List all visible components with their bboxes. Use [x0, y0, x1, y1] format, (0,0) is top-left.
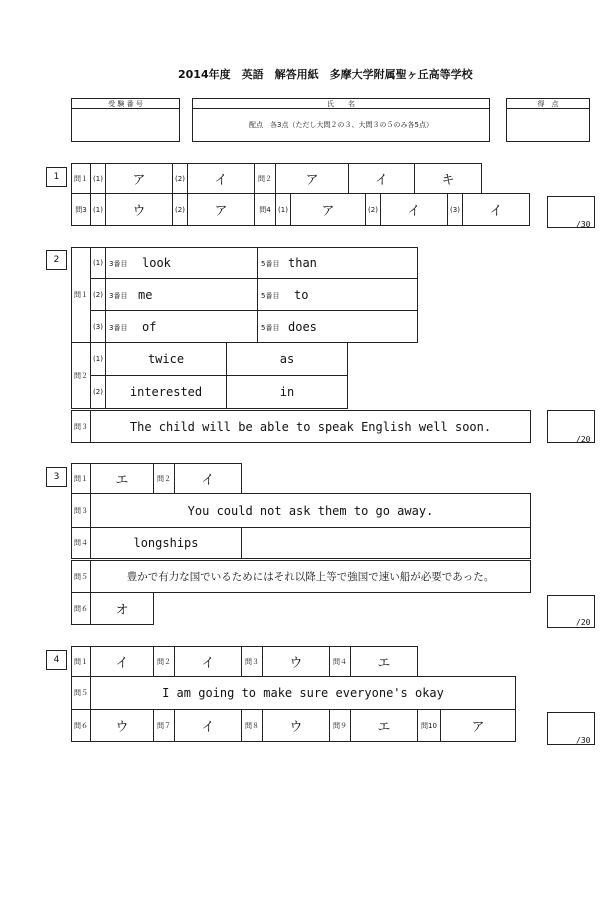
s4-q3-label: 問３ — [241, 646, 263, 677]
s3-q6-label: 問６ — [71, 592, 91, 625]
s1-q4-p3: (3) — [447, 193, 463, 226]
s4-q9-label: 問９ — [329, 709, 351, 742]
s2-q2-p2: (2) — [90, 375, 106, 409]
s4-q9-answer[interactable]: エ — [350, 709, 418, 742]
third-word-label: 3番目 — [109, 260, 128, 268]
s2-q1-1-third[interactable] — [105, 247, 258, 279]
s1-q2-answer-3[interactable]: キ — [414, 163, 482, 194]
s2-q1-3-fifth-answer: does — [288, 320, 317, 334]
s2-q1-2-third[interactable] — [105, 278, 258, 311]
s2-q1-3-third-answer: of — [142, 320, 157, 334]
s4-q10-answer[interactable]: ア — [440, 709, 516, 742]
s2-q1-3-fifth[interactable] — [257, 310, 418, 343]
s4-q4-label: 問４ — [329, 646, 351, 677]
s1-q1-label: 問１ — [71, 163, 91, 194]
s4-q2-answer[interactable]: イ — [174, 646, 242, 677]
fifth-word-label: 5番目 — [261, 260, 280, 268]
s2-score-max: /20 — [576, 435, 591, 444]
s1-q1-p1: (1) — [90, 163, 106, 194]
s2-q3-label: 問３ — [71, 410, 91, 443]
s4-q1-label: 問１ — [71, 646, 91, 677]
s1-q4-answer-2[interactable]: イ — [380, 193, 448, 226]
s1-q4-answer-3[interactable]: イ — [462, 193, 530, 226]
s3-q3-answer[interactable]: You could not ask them to go away. — [90, 493, 531, 528]
section-3-number: 3 — [46, 467, 67, 487]
s3-q4-answer[interactable]: longships — [90, 527, 242, 559]
s2-q2-2-word-1[interactable]: interested — [105, 375, 227, 409]
s2-q2-label: 問２ — [71, 342, 91, 409]
s3-q1-label: 問１ — [71, 463, 91, 494]
s3-q4-blank[interactable] — [241, 527, 531, 559]
s2-q1-1-fifth[interactable] — [257, 247, 418, 279]
name-box[interactable] — [192, 98, 490, 142]
s4-q4-answer[interactable]: エ — [350, 646, 418, 677]
s1-q3-answer-1[interactable]: ウ — [105, 193, 173, 226]
s1-q1-answer-2[interactable]: イ — [187, 163, 255, 194]
s4-q10-label: 問10 — [417, 709, 441, 742]
s1-score-max: /30 — [576, 220, 591, 229]
s4-q7-answer[interactable]: イ — [174, 709, 242, 742]
exam-number-box[interactable] — [71, 98, 180, 142]
s2-q2-2-word-2[interactable]: in — [226, 375, 348, 409]
s1-q3-label: 問3 — [71, 193, 91, 226]
s2-q3-answer[interactable]: The child will be able to speak English well soon. — [90, 410, 531, 443]
section-1-number: 1 — [46, 167, 67, 187]
s1-q4-p1: (1) — [275, 193, 291, 226]
s2-q1-label: 問１ — [71, 247, 91, 343]
s2-q1-3-third[interactable] — [105, 310, 258, 343]
s2-q2-1-word-1[interactable]: twice — [105, 342, 227, 376]
s3-q5-label: 問５ — [71, 560, 91, 593]
s4-q8-label: 問８ — [241, 709, 263, 742]
s3-q3-label: 問３ — [71, 493, 91, 528]
third-word-label: 3番目 — [109, 324, 128, 332]
s2-q1-2-fifth-answer: to — [294, 288, 309, 302]
s3-q4-label: 問４ — [71, 527, 91, 559]
s3-q2-answer[interactable]: イ — [174, 463, 242, 494]
s4-score-max: /30 — [576, 736, 591, 745]
s2-q1-p3: (3) — [90, 310, 106, 343]
s2-q1-2-fifth[interactable] — [257, 278, 418, 311]
s4-q8-answer[interactable]: ウ — [262, 709, 330, 742]
s1-q3-p1: (1) — [90, 193, 106, 226]
section-4-number: 4 — [46, 650, 67, 670]
s2-q1-2-third-answer: me — [138, 288, 153, 302]
s2-q1-p2: (2) — [90, 278, 106, 311]
s2-q2-1-word-2[interactable]: as — [226, 342, 348, 376]
s1-q3-answer-2[interactable]: ア — [187, 193, 255, 226]
points-note: 配点 各3点（ただし大問２の３、大問３の５のみ各5点） — [249, 121, 433, 129]
s1-q1-p2: (2) — [172, 163, 188, 194]
s3-score-max: /20 — [576, 618, 591, 627]
s3-q6-answer[interactable]: オ — [90, 592, 154, 625]
s4-q6-answer[interactable]: ウ — [90, 709, 154, 742]
s1-q4-label: 問4 — [254, 193, 276, 226]
s1-q1-answer-1[interactable]: ア — [105, 163, 173, 194]
s1-q2-answer-1[interactable]: ア — [275, 163, 349, 194]
s1-q2-label: 問２ — [254, 163, 276, 194]
s3-q1-answer[interactable]: エ — [90, 463, 154, 494]
total-score-label: 得 点 — [507, 99, 589, 109]
s1-q4-answer-1[interactable]: ア — [290, 193, 366, 226]
s1-q3-p2: (2) — [172, 193, 188, 226]
s2-q1-p1: (1) — [90, 247, 106, 279]
fifth-word-label: 5番目 — [261, 324, 280, 332]
s4-q3-answer[interactable]: ウ — [262, 646, 330, 677]
s3-q5-answer[interactable]: 豊かで有力な国でいるためにはそれ以降上等で強国で速い船が必要であった。 — [90, 560, 531, 593]
s2-q1-1-third-answer: look — [142, 256, 171, 270]
third-word-label: 3番目 — [109, 292, 128, 300]
exam-number-label: 受 験 番 号 — [72, 99, 179, 109]
s4-q5-label: 問５ — [71, 676, 91, 710]
s4-q5-answer[interactable]: I am going to make sure everyone's okay — [90, 676, 516, 710]
s3-q2-label: 問２ — [153, 463, 175, 494]
s4-q7-label: 問７ — [153, 709, 175, 742]
s1-q4-p2: (2) — [365, 193, 381, 226]
s2-q1-1-fifth-answer: than — [288, 256, 317, 270]
section-2-number: 2 — [46, 250, 67, 270]
name-label: 氏 名 — [193, 99, 489, 109]
s1-q2-answer-2[interactable]: イ — [348, 163, 415, 194]
total-score-box[interactable] — [506, 98, 590, 142]
fifth-word-label: 5番目 — [261, 292, 280, 300]
s4-q6-label: 問６ — [71, 709, 91, 742]
page-title: 2014年度 英語 解答用紙 多摩大学附属聖ヶ丘高等学校 — [178, 68, 473, 81]
s4-q2-label: 問２ — [153, 646, 175, 677]
s4-q1-answer[interactable]: イ — [90, 646, 154, 677]
s2-q2-p1: (1) — [90, 342, 106, 376]
